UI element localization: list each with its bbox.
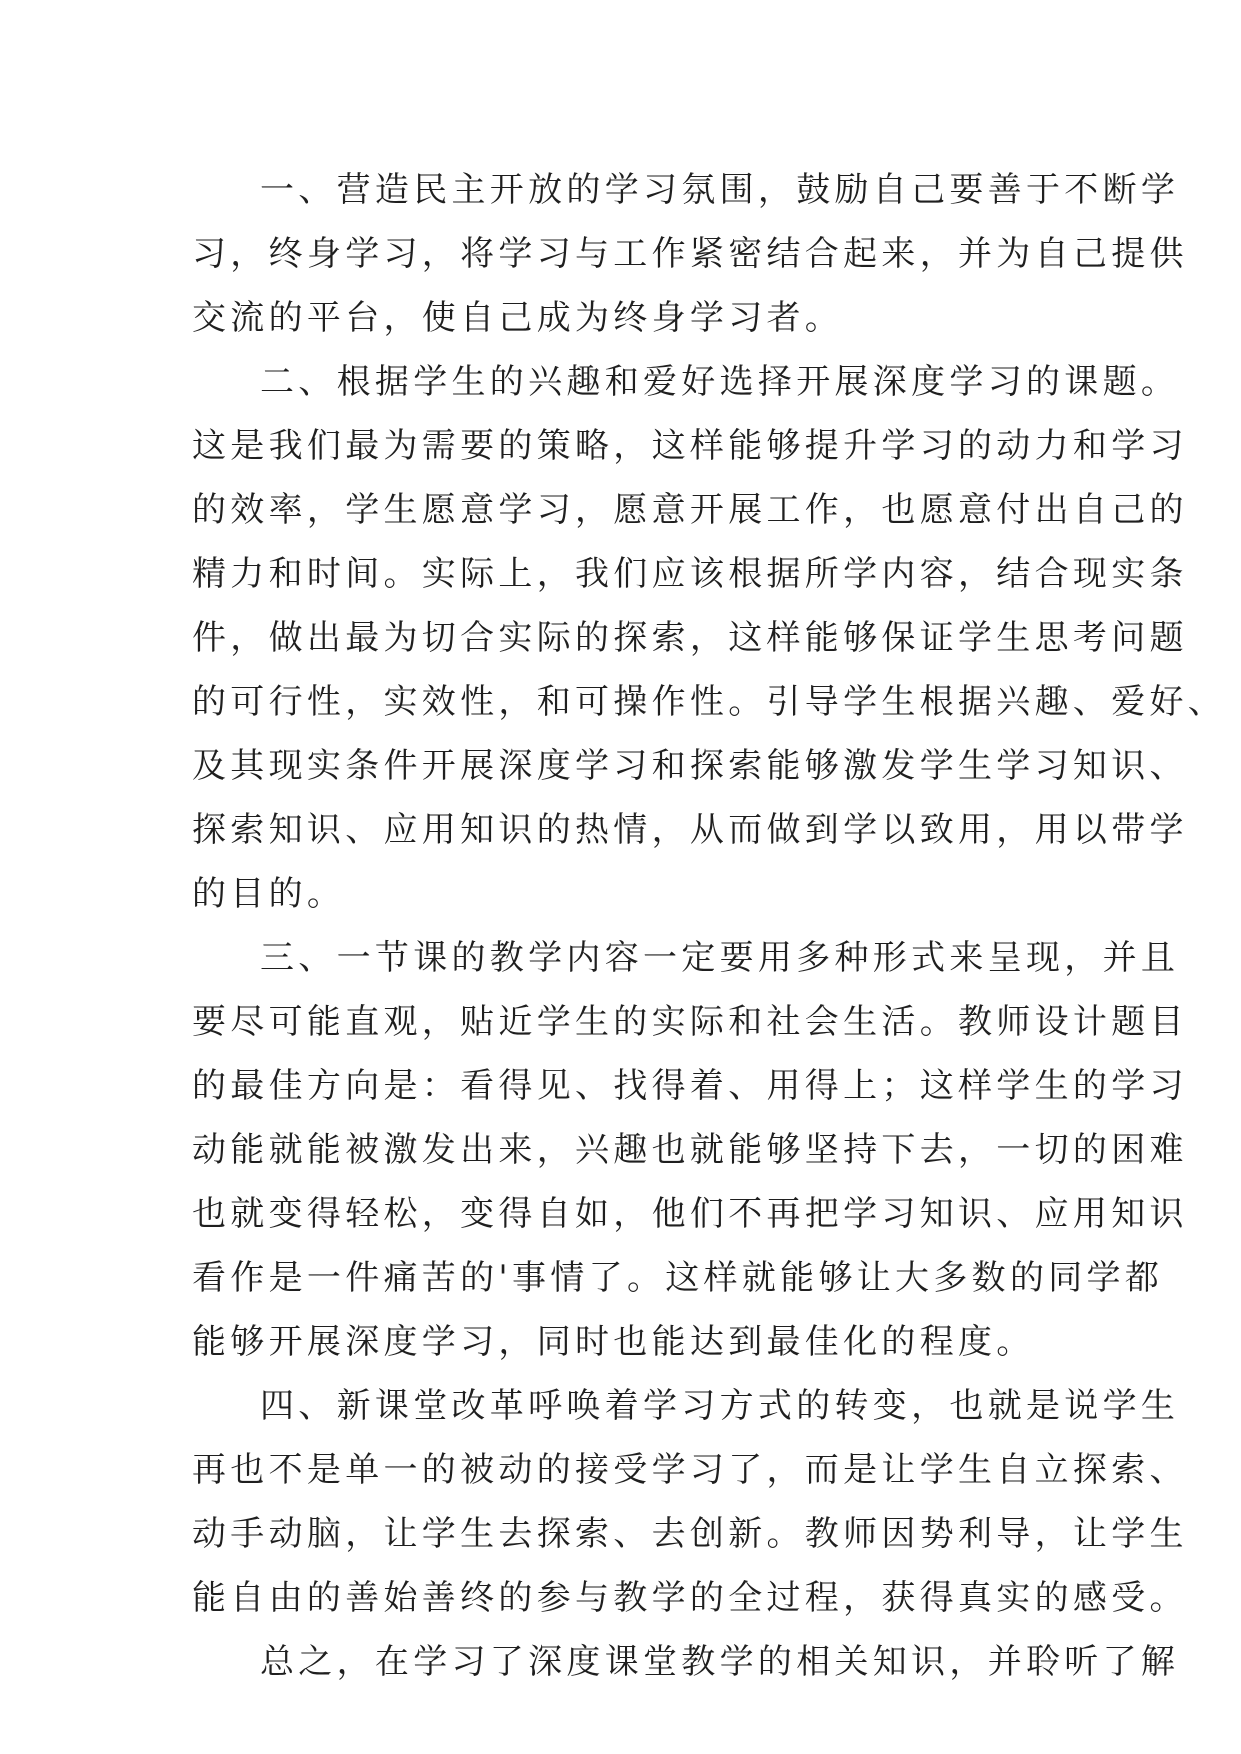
- paragraph-1-line-2: 习，终身学习，将学习与工作紧密结合起来，并为自己提供: [192, 234, 1188, 274]
- paragraph-4-line-4: 能自由的善始善终的参与教学的全过程，获得真实的感受。: [192, 1578, 1188, 1618]
- paragraph-2-line-7: 及其现实条件开展深度学习和探索能够激发学生学习知识、: [192, 746, 1188, 786]
- paragraph-3-line-4: 动能就能被激发出来，兴趣也就能够坚持下去，一切的困难: [192, 1130, 1188, 1170]
- paragraph-2-line-8: 探索知识、应用知识的热情，从而做到学以致用，用以带学: [192, 810, 1188, 850]
- paragraph-3-line-7: 能够开展深度学习，同时也能达到最佳化的程度。: [192, 1322, 1035, 1362]
- paragraph-3-line-1: 三、一节课的教学内容一定要用多种形式来呈现，并且: [260, 938, 1180, 978]
- paragraph-3-line-3: 的最佳方向是：看得见、找得着、用得上；这样学生的学习: [192, 1066, 1188, 1106]
- paragraph-4-line-1: 四、新课堂改革呼唤着学习方式的转变，也就是说学生: [260, 1386, 1180, 1426]
- paragraph-3-line-2: 要尽可能直观，贴近学生的实际和社会生活。教师设计题目: [192, 1002, 1188, 1042]
- paragraph-2-line-1: 二、根据学生的兴趣和爱好选择开展深度学习的课题。: [260, 362, 1180, 402]
- document-body: [192, 158, 1227, 1694]
- paragraph-2-line-9: 的目的。: [192, 874, 346, 914]
- paragraph-5-line-1: 总之，在学习了深度课堂教学的相关知识，并聆听了解: [260, 1642, 1180, 1682]
- paragraph-4-line-3: 动手动脑，让学生去探索、去创新。教师因势利导，让学生: [192, 1514, 1188, 1554]
- paragraph-2-line-6: 的可行性，实效性，和可操作性。引导学生根据兴趣、爱好、: [192, 682, 1227, 722]
- paragraph-1-line-3: 交流的平台，使自己成为终身学习者。: [192, 298, 844, 338]
- paragraph-2-line-2: 这是我们最为需要的策略，这样能够提升学习的动力和学习: [192, 426, 1188, 466]
- paragraph-4-line-2: 再也不是单一的被动的接受学习了，而是让学生自立探索、: [192, 1450, 1188, 1490]
- paragraph-1-line-1: 一、营造民主开放的学习氛围，鼓励自己要善于不断学: [260, 170, 1180, 210]
- paragraph-2-line-4: 精力和时间。实际上，我们应该根据所学内容，结合现实条: [192, 554, 1188, 594]
- paragraph-2-line-5: 件，做出最为切合实际的探索，这样能够保证学生思考问题: [192, 618, 1188, 658]
- paragraph-3-line-6: 看作是一件痛苦的'事情了。这样就能够让大多数的同学都: [192, 1258, 1164, 1298]
- paragraph-2-line-3: 的效率，学生愿意学习，愿意开展工作，也愿意付出自己的: [192, 490, 1188, 530]
- paragraph-3-line-5: 也就变得轻松，变得自如，他们不再把学习知识、应用知识: [192, 1194, 1188, 1234]
